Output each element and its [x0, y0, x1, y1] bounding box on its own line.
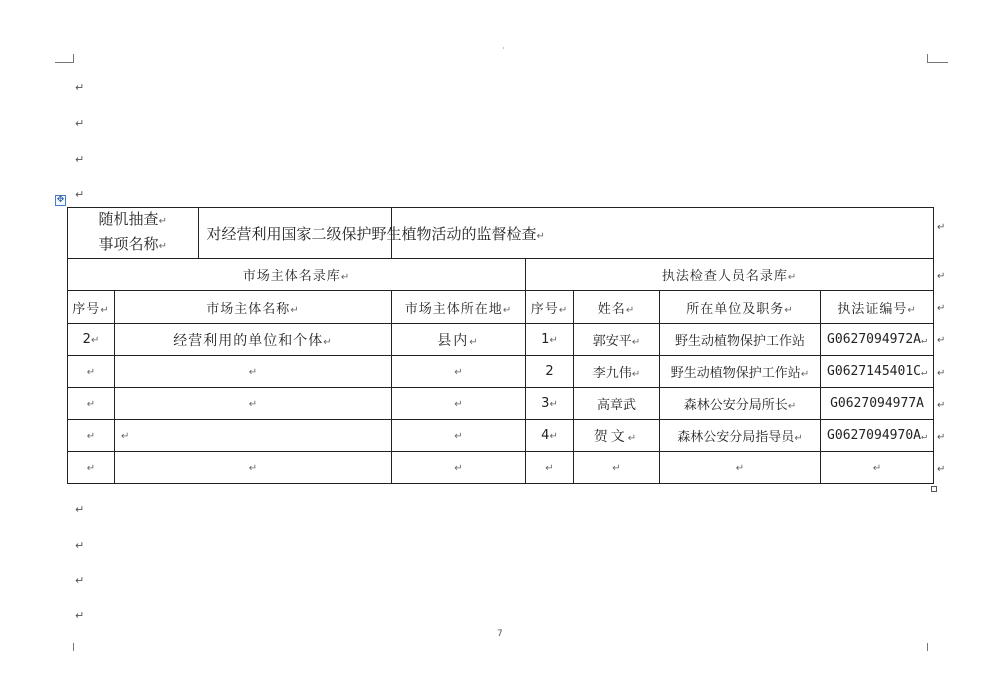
entity-seq[interactable]: 2↵ [68, 324, 115, 356]
entity-seq[interactable]: ↵ [68, 420, 115, 452]
inspector-name[interactable]: 郭安平↵ [574, 324, 660, 356]
crop-mark-bottom-right [927, 643, 929, 651]
paragraph-mark[interactable]: ↵ [75, 153, 85, 166]
section-header-entities[interactable]: 市场主体名录库↵ [68, 259, 526, 291]
row-end-mark: ↵ [937, 400, 946, 411]
paragraph-mark[interactable]: ↵ [75, 503, 85, 516]
paragraph-mark[interactable]: ↵ [75, 117, 85, 130]
entity-location[interactable]: 县内↵ [392, 324, 526, 356]
item-label-cell[interactable]: 随机抽查↵ 事项名称↵ 对经营利用国家二级保护野生植物活动的监督检查↵ [68, 208, 392, 259]
inspector-seq[interactable]: 1↵ [526, 324, 574, 356]
table-row [68, 356, 934, 388]
row-end-mark: ↵ [937, 335, 946, 346]
table-row [68, 420, 934, 452]
table-row [68, 452, 934, 484]
entity-name[interactable]: 经营利用的单位和个体↵ [115, 324, 392, 356]
inspector-name[interactable]: 李九伟↵ [574, 356, 660, 388]
col-header-entity-location[interactable]: 市场主体所在地↵ [392, 291, 526, 324]
page-number: 7 [497, 629, 503, 639]
inspector-unit[interactable]: 野生动植物保护工作站 [660, 324, 821, 356]
inspector-unit[interactable]: 森林公安分局指导员↵ [660, 420, 821, 452]
item-label-line1: 随机抽查 [98, 210, 159, 228]
inspector-seq[interactable]: 4↵ [526, 420, 574, 452]
header-mark: · [502, 44, 505, 53]
row-end-mark: ↵ [937, 222, 946, 233]
inspector-cert[interactable]: G0627094970A↵ [821, 420, 934, 452]
item-label-line2: 事项名称 [98, 235, 159, 253]
col-header-entity-name[interactable]: 市场主体名称↵ [115, 291, 392, 324]
table-move-handle-icon[interactable]: ✥ [56, 195, 65, 205]
inspector-name[interactable]: 贺文↵ [574, 420, 660, 452]
col-header-unit[interactable]: 所在单位及职务↵ [660, 291, 821, 324]
inspector-seq[interactable]: 2 [526, 356, 574, 388]
inspector-cert[interactable]: G0627094972A↵ [821, 324, 934, 356]
entity-name[interactable]: ↵ [115, 356, 392, 388]
inspector-unit[interactable]: ↵ [660, 452, 821, 484]
entity-seq[interactable]: ↵ [68, 452, 115, 484]
paragraph-mark[interactable]: ↵ [75, 539, 85, 552]
inspector-cert[interactable]: G0627094977A [821, 388, 934, 420]
paragraph-mark[interactable]: ↵ [75, 574, 85, 587]
entity-seq[interactable]: ↵ [68, 356, 115, 388]
column-header-row [68, 291, 934, 324]
row-end-mark: ↵ [937, 271, 946, 282]
col-header-inspector-name[interactable]: 姓名↵ [574, 291, 660, 324]
paragraph-mark[interactable]: ↵ [75, 609, 85, 622]
paragraph-mark[interactable]: ↵ [75, 188, 85, 201]
row-end-mark: ↵ [937, 368, 946, 379]
inspector-name[interactable]: ↵ [574, 452, 660, 484]
row-end-mark: ↵ [937, 464, 946, 475]
entity-name[interactable]: ↵ [115, 388, 392, 420]
entity-location[interactable]: ↵ [392, 452, 526, 484]
row-end-mark: ↵ [937, 303, 946, 314]
table-resize-handle[interactable] [931, 486, 937, 492]
inspection-table[interactable] [67, 207, 934, 484]
inspector-cert[interactable]: ↵ [821, 452, 934, 484]
col-header-cert[interactable]: 执法证编号↵ [821, 291, 934, 324]
entity-location[interactable]: ↵ [392, 420, 526, 452]
table-row [68, 324, 934, 356]
item-name-cell[interactable]: 对经营利用国家二级保护野生植物活动的监督检查↵ [206, 224, 545, 243]
col-header-inspector-seq[interactable]: 序号↵ [526, 291, 574, 324]
inspector-unit[interactable]: 森林公安分局所长↵ [660, 388, 821, 420]
crop-mark-bottom-left [73, 643, 75, 651]
inspector-seq[interactable]: ↵ [526, 452, 574, 484]
inspector-cert[interactable]: G0627145401C↵ [821, 356, 934, 388]
entity-name[interactable]: ↵ [115, 420, 392, 452]
col-header-seq[interactable]: 序号↵ [68, 291, 115, 324]
inspector-seq[interactable]: 3↵ [526, 388, 574, 420]
item-name: 对经营利用国家二级保护野生植物活动的监督检查 [206, 224, 537, 243]
entity-name[interactable]: ↵ [115, 452, 392, 484]
inspector-name[interactable]: 高章武 [574, 388, 660, 420]
crop-mark-top-left [55, 54, 74, 63]
inspector-unit[interactable]: 野生动植物保护工作站↵ [660, 356, 821, 388]
crop-mark-top-right [927, 54, 948, 63]
paragraph-mark[interactable]: ↵ [75, 81, 85, 94]
entity-location[interactable]: ↵ [392, 356, 526, 388]
row-end-mark: ↵ [937, 432, 946, 443]
section-header-inspectors[interactable]: 执法检查人员名录库↵ [526, 259, 934, 291]
entity-seq[interactable]: ↵ [68, 388, 115, 420]
entity-location[interactable]: ↵ [392, 388, 526, 420]
table-row [68, 388, 934, 420]
